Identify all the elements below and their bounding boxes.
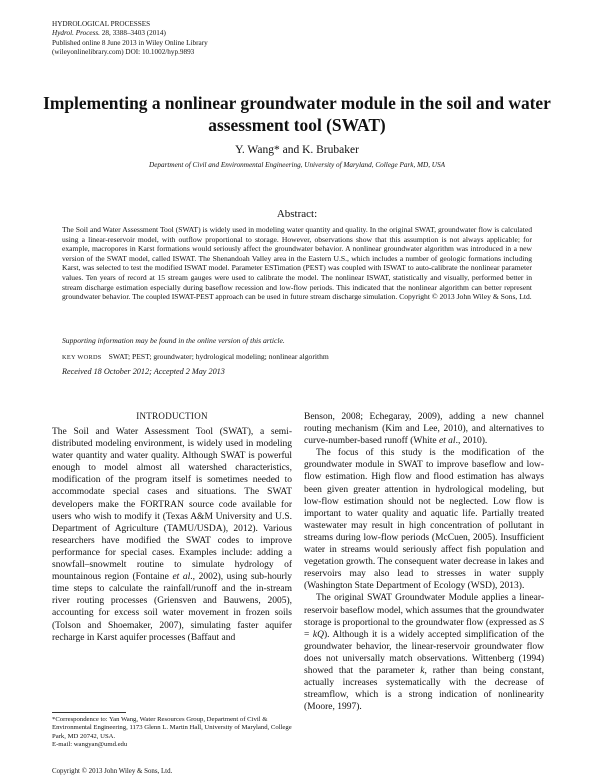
text-run: ., 2002), using sub-hourly time steps to calculate the rainfall/runoff and the in-stream river routing processes (Griensven and Bauwens, 2005), accounting for excess soil water movement in frozen soils (Tolson and Shoemaker, 2007), simulating faster aquifer recharge in Karst aquifer processes (Baffaut and: [52, 572, 292, 643]
authors: Y. Wang* and K. Brubaker: [235, 144, 359, 156]
affiliation: Department of Civil and Environmental Engineering, University of Maryland, College Park, MD, USA: [149, 161, 445, 169]
equation-symbol: k: [420, 665, 425, 676]
copyright: Copyright © 2013 John Wiley & Sons, Ltd.: [52, 768, 173, 775]
abstract-heading: Abstract:: [276, 208, 318, 220]
citation-journal: Hydrol. Process.: [52, 29, 100, 38]
text-run-italic: et al: [438, 436, 456, 447]
keywords-label: KEY WORDS: [62, 354, 102, 361]
paragraph: [304, 411, 544, 447]
citation: [52, 29, 208, 38]
text-run: , rather than being constant, actually increases systematically with the decrease of streamflow, which is a strong indication of nonlinearity (Moore, 1997).: [304, 665, 544, 713]
email: E-mail: wangyan@umd.edu: [52, 741, 128, 749]
paragraph: [52, 426, 292, 644]
equation-symbol: =: [304, 629, 313, 640]
body-column-right: [304, 411, 544, 713]
body-column-left: [52, 426, 292, 644]
keywords: [62, 352, 329, 361]
text-run: The Soil and Water Assessment Tool (SWAT), a semi-distributed modeling environment, is widely used in modeling water quantity and water quality. Although SWAT is powerful enough to model almost all watershed characteristics, modification of the program itself is sometimes needed to accommodate special cases and situations. The SWAT developers make the FORTRAN source code available for users who wish to modify it (Texas A&M University and U.S. Department of Agriculture (TAMU/USDA), 2012). Various researchers have modified the SWAT codes to improve performance for special cases. Examples include: adding a snowfall–snowmelt routine to simulate hydrology of mountainous region (Fontaine: [52, 427, 292, 583]
journal-header: [52, 20, 208, 58]
doi-line: (wileyonlinelibrary.com) DOI: 10.1002/hyp.9893: [52, 48, 195, 57]
text-run: ., 2010).: [455, 436, 488, 447]
published-line: Published online 8 June 2013 in Wiley Online Library: [52, 38, 208, 47]
paragraph: [304, 592, 544, 713]
text-run-italic: et al: [172, 572, 191, 583]
paragraph: The focus of this study is the modification of the groundwater module in SWAT to improve baseflow and low-flow estimation. High flow and flood estimation has always been given greater attention in hydrological modeling, but low-flow estimation should not be neglected. Low flow is important to water quality and aquatic life. Partially treated wastewater may result in high concentration of pollutant in streams during low-flow periods (McCuen, 2005). Insufficient water in streams would seriously affect fish population and vegetation growth. The consequent water decrease in lakes and reservoirs may also lead to stresses in water supply (Washington State Department of Ecology (WSD), 2013).: [304, 448, 544, 592]
text-run: Benson, 2008; Echegaray, 2009), adding a new channel routing mechanism (Kim and Lee, 2010), and alternatives to curve-number-based runoff (White: [304, 412, 544, 447]
received-dates: Received 18 October 2012; Accepted 2 May 2013: [62, 367, 225, 376]
footnote: [52, 716, 292, 750]
footnote-divider: [52, 712, 126, 713]
abstract-text: The Soil and Water Assessment Tool (SWAT) is widely used in modeling water quantity and quality. In the original SWAT, groundwater flow is calculated using a linear-reservoir model, with outflow proportional to storage. However, observations show that this assumption is not always applicable; for example, macropores in Karst formations would seriously affect the groundwater behavior. A nonlinear groundwater algorithm was introduced in a new version of the SWAT model, called ISWAT. The Shenandoah Valley area in the Eastern U.S., which includes a number of geologic formations including Karst, was selected to test the modified ISWAT model. Parameter ESTimation (PEST) was coupled with ISWAT to auto-calibrate the nonlinear parameter values. Ten years of record at 15 stream gauges were used to calibrate the model. The nonlinear ISWAT, statistically and visually, performed better in stream discharge estimation especially during baseflow recession and low-flow periods. This indicated that the nonlinear algorithm can better represent groundwater behavior. The coupled ISWAT-PEST approach can be used in future stream discharge simulation. Copyright © 2013 John Wiley & Sons, Ltd.: [62, 225, 532, 302]
paper-title: Implementing a nonlinear groundwater module in the soil and water assessment tool (SWAT): [43, 93, 551, 135]
equation-symbol: kQ: [312, 629, 324, 640]
correspondence: *Correspondence to: Yan Wang, Water Resources Group, Department of Civil & Environmental Engineering, 1173 Glenn L. Martin Hall, University of Maryland, College Park, MD 20742, USA.: [52, 716, 292, 740]
citation-volume: 28, 3388–3403 (2014): [99, 29, 166, 38]
text-run: ). Although it is a widely accepted simplification of the groundwater behavior, the linear-reservoir groundwater flow does not universally match observations. Wittenberg (1994) showed that the parameter: [304, 629, 544, 676]
section-heading-introduction: INTRODUCTION: [136, 411, 208, 421]
keywords-list: SWAT; PEST; groundwater; hydrological modeling; nonlinear algorithm: [108, 352, 329, 361]
supporting-info: Supporting information may be found in the online version of this article.: [62, 336, 285, 345]
text-run: The original SWAT Groundwater Module applies a linear-reservoir baseflow model, which assumes that the groundwater storage is proportional to the groundwater flow (expressed as: [304, 593, 544, 628]
equation-symbol: S: [539, 617, 544, 628]
journal-name: HYDROLOGICAL PROCESSES: [52, 20, 151, 28]
